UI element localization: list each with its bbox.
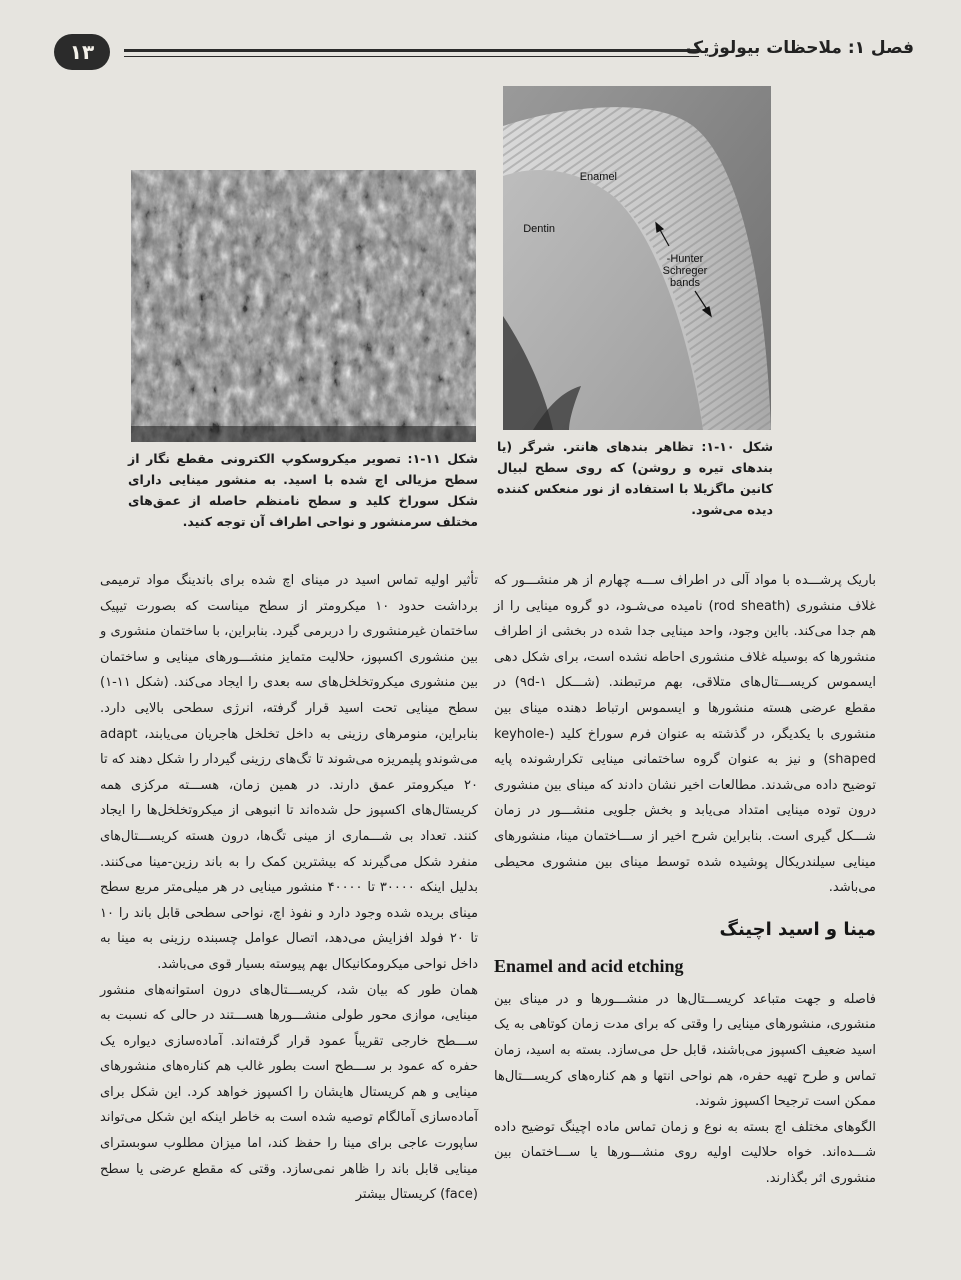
canine-enamel-photo	[503, 86, 771, 430]
left-text-column	[100, 568, 478, 1208]
running-header	[40, 34, 920, 72]
section-heading-en: Enamel and acid etching	[494, 955, 684, 976]
header-rule-thin	[124, 56, 699, 57]
right-text-column	[494, 568, 876, 1191]
sem-micrograph	[131, 170, 476, 442]
right-paragraph-1: باریک پرشـــده با مواد آلی در اطراف ســـه چهارم از هر منشـــور که غلاف منشوری (rod sheath) نامیده می‌شـود، دو گروه مینایی را از هم جدا می‌کند. بااین وجود، واحد مینایی جدا شده در بخشی از اطراف منشورها که بوسیله غلاف منشوری احاطه نشده است، برای شکل دهی ایسموس کریســـتال‌های متلاقی، بهم مرتبطند. (شـــکل ۹d-۱) در مقطع عرضی هسته منشورها و ایسموس ارتباط دهنده مینای بین منشوری با یکدیگر، در گذشته به عنوان فرم سوراخ کلید (keyhole-shaped) و نیز به عنوان گروه ساختمانی مینایی تکرارشونده پایه توضیح داده می‌شدند. مطالعات اخیر نشان دادند که مینای بین منشوری درون توده مینایی امتداد می‌یابد و بخش جلویی منشـــور در زمان شـــکل گیری است. بنابراین شرح اخیر از ســـاختمان مینا، منشورهای مینایی سیلندریکال پوشیده شده توسط مینای بین منشوری محیطی می‌باشد.	[494, 573, 876, 896]
chapter-title: فصل ۱: ملاحظات بیولوژیک	[685, 38, 914, 58]
left-paragraph-2: همان طور که بیان شد، کریســـتال‌های درون استوانه‌های منشور مینایی، موازی محور طولی منشـــورها هســـتند در حالی که نسبت به ســـطح خارجی تقریباً عمود قرار گرفته‌اند. آماده‌سازی دیواره یک حفره که عمود بر ســـطح است بطور غالب هم کناره‌های منشورهای مینایی و هم کریستال هایشان را اکسپوز خواهد کرد. این شکل برای آماده‌سازی آمالگام توصیه شده است به خاطر اینکه این شکل می‌تواند ساپورت عاجی برای مینا را حفظ کند، اما میزان مطلوب سوبسترای مینایی قابل باند را ظاهر نمی‌سازد. وقتی که مقطع عرضی یا سطح (face) کریستال بیشتر	[100, 982, 478, 1203]
label-bands-2: Schreger	[662, 265, 708, 277]
label-dentin: Dentin	[523, 223, 555, 235]
label-bands-3: bands	[670, 277, 700, 289]
header-rule-thick	[124, 49, 699, 52]
figure-11-sem	[131, 170, 476, 442]
figure-10-photo	[503, 86, 771, 430]
section-heading-fa: مینا و اسید اچینگ	[719, 918, 876, 940]
right-paragraph-3: الگوهای مختلف اچ بسته به نوع و زمان تماس ماده اچینگ توضیح داده شـــده‌اند. خواه حلالیت اولیه روی منشـــورها یا ســـاختمان بین منشوری اثر بگذارند.	[494, 1119, 876, 1186]
page-number: ۱۳	[54, 34, 110, 70]
left-paragraph-1: تأثیر اولیه تماس اسید در مینای اچ شده برای باندینگ مواد ترمیمی برداشت حدود ۱۰ میکرومتر از سطح میناست که بصورت تیپیک ساختمان غیرمنشوری را دربرمی گیرد. بنابراین، با ساختمان منشوری و بین منشوری اکسپوز، حلالیت متمایز منشـــورهای مینایی و ساختمان بین منشوری میکروتخلخل‌های سه بعدی را ایجاد می‌کند. (شکل ۱۱-۱) سطح مینایی تحت اسید قرار گرفته، انرژی سطحی بالایی دارد. بنابراین، منومرهای رزینی به داخل تخلخل هاجریان می‌یابند، adapt می‌شوندو پلیمریزه می‌شوند تا تگ‌های رزینی گیردار را شکل دهند که تا ۲۰ میکرومتر عمق دارند. در همین زمان، هســـته مرکزی همه کریستال‌های اکسپوز حل شده‌اند تا انبوهی از میکروتخلخل‌ها را ایجاد کنند. تعداد بی شـــماری از مینی تگ‌ها، درون هسته کریســـتال‌های منفرد شکل می‌گیرند که بیشترین کمک را به باند رزین-مینا می‌کنند. بدلیل اینکه ۳۰۰۰۰ تا ۴۰۰۰۰ منشور مینایی در هر میلی‌متر مربع سطح مینای بریده شده وجود دارد و نفوذ اچ، نواحی سطحی قابل باند را ۱۰ تا ۲۰ فولد افزایش می‌دهد، اتصال عوامل چسبنده رزینی به مینا به داخل نواحی میکرومکانیکال بهم پیوسته بسیار قوی می‌باشد.	[100, 573, 479, 972]
right-paragraph-2: فاصله و جهت متباعد کریســـتال‌ها در منشـــورها و در مینای بین منشوری، منشورهای مینایی را وقتی که برای مدت زمان کوتاهی به یک اسید ضعیف اکسپوز می‌باشند، قابل حل می‌سازد. بسته به اسید، زمان تماس و طرح تهیه حفره، هم نواحی انتها و هم کناره‌های کریســـتال‌ها ممکن است ترجیحا اکسپوز شوند.	[494, 991, 876, 1110]
figure-11-caption: شکل ۱۱-۱: تصویر میکروسکوپ الکترونی مقطع نگار از سطح مزیالی اچ شده با اسید. به منشور مینایی دارای شکل سوراخ کلید و سطح نامنظم حاصله از عمق‌های مختلف سرمنشور و نواحی اطراف آن توجه کنید.	[128, 451, 478, 529]
label-bands-1: Hunter-	[666, 253, 704, 265]
label-enamel: Enamel	[579, 171, 617, 183]
figure-10-caption: شکل ۱۰-۱: تظاهر بندهای هانتر. شرگر (یا بندهای تیره و روشن) که روی سطح لبیال کانین ماگزیلا با استفاده از نور منعکس کننده دیده می‌شود.	[497, 439, 773, 517]
